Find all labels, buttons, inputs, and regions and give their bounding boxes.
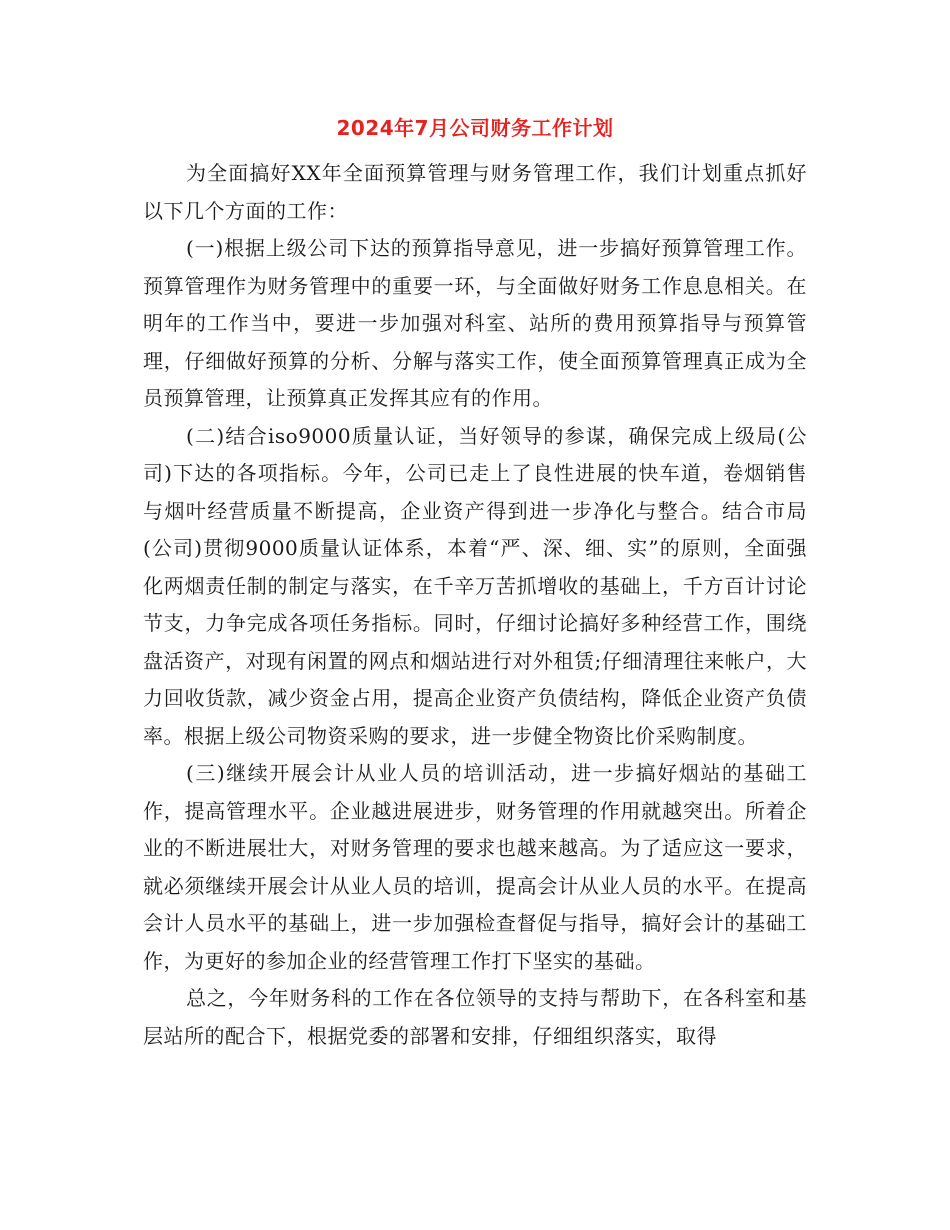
document-title: 2024年7月公司财务工作计划 [336, 116, 614, 140]
summary-paragraph: 总之，今年财务科的工作在各位领导的支持与帮助下，在各科室和基层站所的配合下，根据党委的部署和安排，仔细组织落实，取得 [143, 986, 807, 1048]
section-one-paragraph: (一)根据上级公司下达的预算指导意见，进一步搞好预算管理工作。预算管理作为财务管理中的重要一环，与全面做好财务工作息息相关。在明年的工作当中，要进一步加强对科室、站所的费用预算指导与预算管理，仔细做好预算的分析、分解与落实工作，使全面预算管理真正成为全员预算管理，让预算真正发挥其应有的作用。 [143, 236, 807, 410]
section-three-paragraph: (三)继续开展会计从业人员的培训活动，进一步搞好烟站的基础工作，提高管理水平。企业越进展进步，财务管理的作用就越突出。所着企业的不断进展壮大，对财务管理的要求也越来越高。为了适应这一要求，就必须继续开展会计从业人员的培训，提高会计从业人员的水平。在提高会计人员水平的基础上，进一步加强检查督促与指导，搞好会计的基础工作，为更好的参加企业的经营管理工作打下坚实的基础。 [143, 761, 807, 973]
intro-paragraph: 为全面搞好XX年全面预算管理与财务管理工作，我们计划重点抓好以下几个方面的工作： [143, 161, 807, 223]
document-body [143, 155, 807, 1055]
section-two-paragraph: (二)结合iso9000质量认证，当好领导的参谋，确保完成上级局(公司)下达的各项指标。今年，公司已走上了良性进展的快车道，卷烟销售与烟叶经营质量不断提高，企业资产得到进一步净化与整合。结合市局(公司)贯彻9000质量认证体系，本着“严、深、细、实”的原则，全面强化两烟责任制的制定与落实，在千辛万苦抓增收的基础上，千方百计讨论节支，力争完成各项任务指标。同时，仔细讨论搞好多种经营工作，围绕盘活资产，对现有闲置的网点和烟站进行对外租赁;仔细清理往来帐户，大力回收货款，减少资金占用，提高企业资产负债结构，降低企业资产负债率。根据上级公司物资采购的要求，进一步健全物资比价采购制度。 [143, 423, 807, 748]
